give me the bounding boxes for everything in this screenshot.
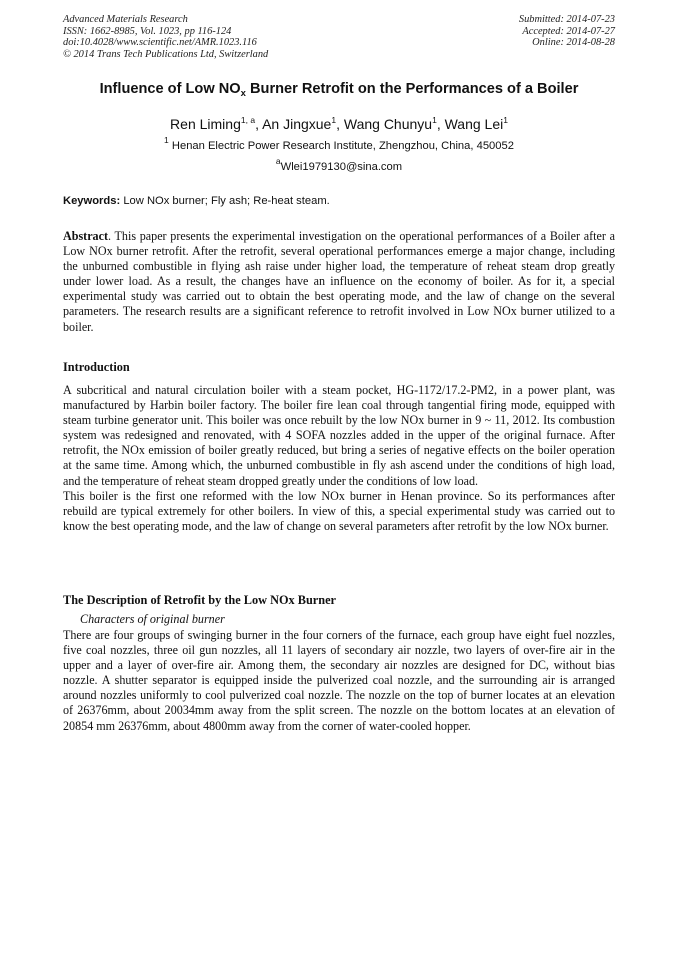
title-subscript: x	[240, 88, 246, 99]
author-name: Wang Chunyu	[343, 116, 433, 132]
subsection-heading: Characters of original burner	[80, 612, 225, 626]
keywords-label: Keywords:	[63, 195, 121, 207]
journal-info	[63, 14, 268, 60]
paper-title	[40, 80, 638, 98]
copyright-line: © 2014 Trans Tech Publications Ltd, Switzerland	[63, 48, 269, 60]
affiliation-text: Henan Electric Power Research Institute, Zhengzhou, China, 450052	[171, 140, 514, 152]
retrofit-body: There are four groups of swinging burner in the four corners of the furnace, each group have eight fuel nozzles, five coal nozzles, three oil gun nozzles, all 11 layers of secondary air nozzle, two layers of over-fire air in the upper and a layer of over-fire air. Among them, the secondary air nozzles are designed for DC, without bias nozzle. A shutter separator is equipped inside the pulverized coal nozzle, and the surrounding air is arranged around nozzles uniformly to cool pulverized coal nozzle. The nozzle on the top of burner locates at an elevation of 26376mm, about 20034mm away from the split screen. The nozzle on the bottom locates at an elevation of 20854 mm 26376mm, about 4800mm away from the corner of water-cooled hopper.	[63, 628, 615, 733]
section-heading-retrofit: The Description of Retrofit by the Low NOx Burner	[63, 593, 337, 607]
author-name: An Jingxue	[262, 116, 332, 132]
doi-line: doi:10.4028/www.scientific.net/AMR.1023.116	[63, 37, 257, 49]
section-heading-introduction: Introduction	[63, 360, 130, 374]
online-date: Online: 2014-08-28	[532, 37, 615, 49]
publication-dates	[519, 14, 615, 49]
author-name: Wang Lei	[444, 116, 504, 132]
author-name: Ren Liming	[170, 116, 241, 132]
author-list: Ren Liming$^{1, a}$, An Jingxue$^1$, Wang Chunyu$^1$, Wang Lei$^1$	[170, 115, 508, 132]
email-text: Wlei1979130@sina.com	[280, 161, 403, 173]
keywords	[63, 194, 615, 208]
abstract-text: . This paper presents the experimental investigation on the operational performances of a Boiler after a Low NOx burner retrofit. After the retrofit, several operational performances emerge a major change, including the unburned combustible in flying ash raise under higher load, the temperature of reheat steam drop greatly under lower load. As a result, the changes have an influence on the economy of boiler. As for it, a special experimental study was carried out to obtain the best operating mode, and the law of change on the several parameters. The research results are a significant reference to retrofit involved in Low NOx burner utilized to a boiler.	[63, 229, 615, 334]
contact-email	[40, 156, 638, 174]
abstract-label: Abstract	[63, 229, 109, 243]
abstract	[63, 229, 615, 335]
author-affil-mark: 1, a	[240, 115, 256, 125]
keywords-text: Low NOx burner; Fly ash; Re-heat steam.	[123, 195, 330, 207]
accepted-date: Accepted: 2014-07-27	[522, 25, 615, 37]
author-affil-mark: 1	[331, 115, 337, 125]
title-part-1: Influence of Low NO	[99, 81, 241, 97]
paragraph: A subcritical and natural circulation boiler with a steam pocket, HG-1172/17.2-PM2, in a power plant, was manufactured by Harbin boiler factory. The boiler fire lean coal through tangential firing mode, equipped with steam turbine generator unit. This boiler was once rebuilt by the low NOx burner in 9 ~ 11, 2012. Its combustion system was redesigned and renovated, with 4 SOFA nozzles added in the upper of the original furnace. After retrofit, the NOx emission of boiler greatly reduced, but bring a series of negative effects on the boiler operation at the same time. Among which, the unburned combustible in fly ash ascend under the conditions of high load, and the temperature of reheat steam dropped greatly under the conditions of low load.	[63, 383, 615, 488]
journal-name: Advanced Materials Research	[63, 14, 188, 25]
author-affil-mark: 1	[432, 115, 437, 125]
title-part-2: Burner Retrofit on the Performances of a Boiler	[245, 81, 579, 97]
email-mark: a	[275, 156, 281, 166]
introduction-body	[63, 383, 615, 534]
affiliation	[40, 135, 638, 153]
paragraph: This boiler is the first one reformed with the low NOx burner in Henan province. So its performances after rebuild are typical extremely for other boilers. In view of this, a special experimental study was carried out to know the best operating mode, and the law of change on several parameters after retrofit by the low NOx burner.	[63, 488, 615, 533]
author-affil-mark: 1	[503, 115, 508, 125]
submitted-date: Submitted: 2014-07-23	[518, 14, 615, 25]
affiliation-mark: 1	[164, 135, 169, 145]
issn-line: ISSN: 1662-8985, Vol. 1023, pp 116-124	[63, 25, 232, 37]
